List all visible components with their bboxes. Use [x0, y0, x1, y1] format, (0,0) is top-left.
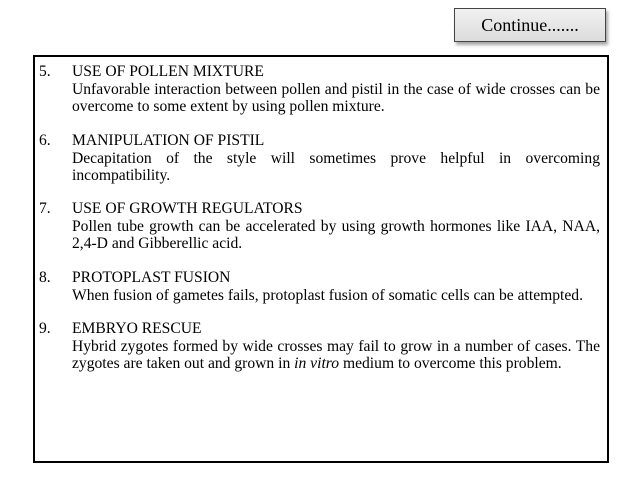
item-text: Decapitation of the style will sometimes prove helpful in overcoming incompatibility. [72, 149, 600, 184]
item-number: 7. [39, 200, 51, 217]
list-item [39, 199, 600, 252]
item-title: EMBRYO RESCUE [72, 320, 202, 337]
item-number: 9. [39, 320, 51, 337]
continue-button[interactable]: Continue....... [454, 8, 606, 42]
item-text: Pollen tube growth can be accelerated by using growth hormones like IAA, NAA, 2,4-D and Gibberellic acid. [72, 218, 600, 252]
list-item [39, 268, 600, 304]
item-text-part: medium to overcome this problem. [339, 355, 562, 372]
item-text [72, 338, 600, 372]
list-item [39, 62, 600, 115]
item-text: Unfavorable interaction between pollen and pistil in the case of wide crosses can be overcome to some extent by using pollen mixture. [72, 81, 600, 115]
item-number: 8. [39, 268, 51, 286]
item-number: 6. [39, 131, 51, 149]
content-box [33, 55, 609, 463]
item-title: USE OF POLLEN MIXTURE [72, 63, 264, 80]
item-text-part: Hybrid zygotes formed by wide crosses may fail to grow in a number of cases. The zygotes are taken out and grown in [72, 338, 600, 372]
list-item [39, 319, 600, 372]
item-title: PROTOPLAST FUSION [72, 268, 231, 286]
item-title: USE OF GROWTH REGULATORS [72, 200, 303, 217]
item-text: When fusion of gametes fails, protoplast fusion of somatic cells can be attempted. [72, 286, 583, 304]
item-number: 5. [39, 63, 51, 80]
list-item [39, 131, 600, 184]
item-text-italic: in vitro [294, 355, 340, 372]
item-title: MANIPULATION OF PISTIL [72, 131, 265, 149]
